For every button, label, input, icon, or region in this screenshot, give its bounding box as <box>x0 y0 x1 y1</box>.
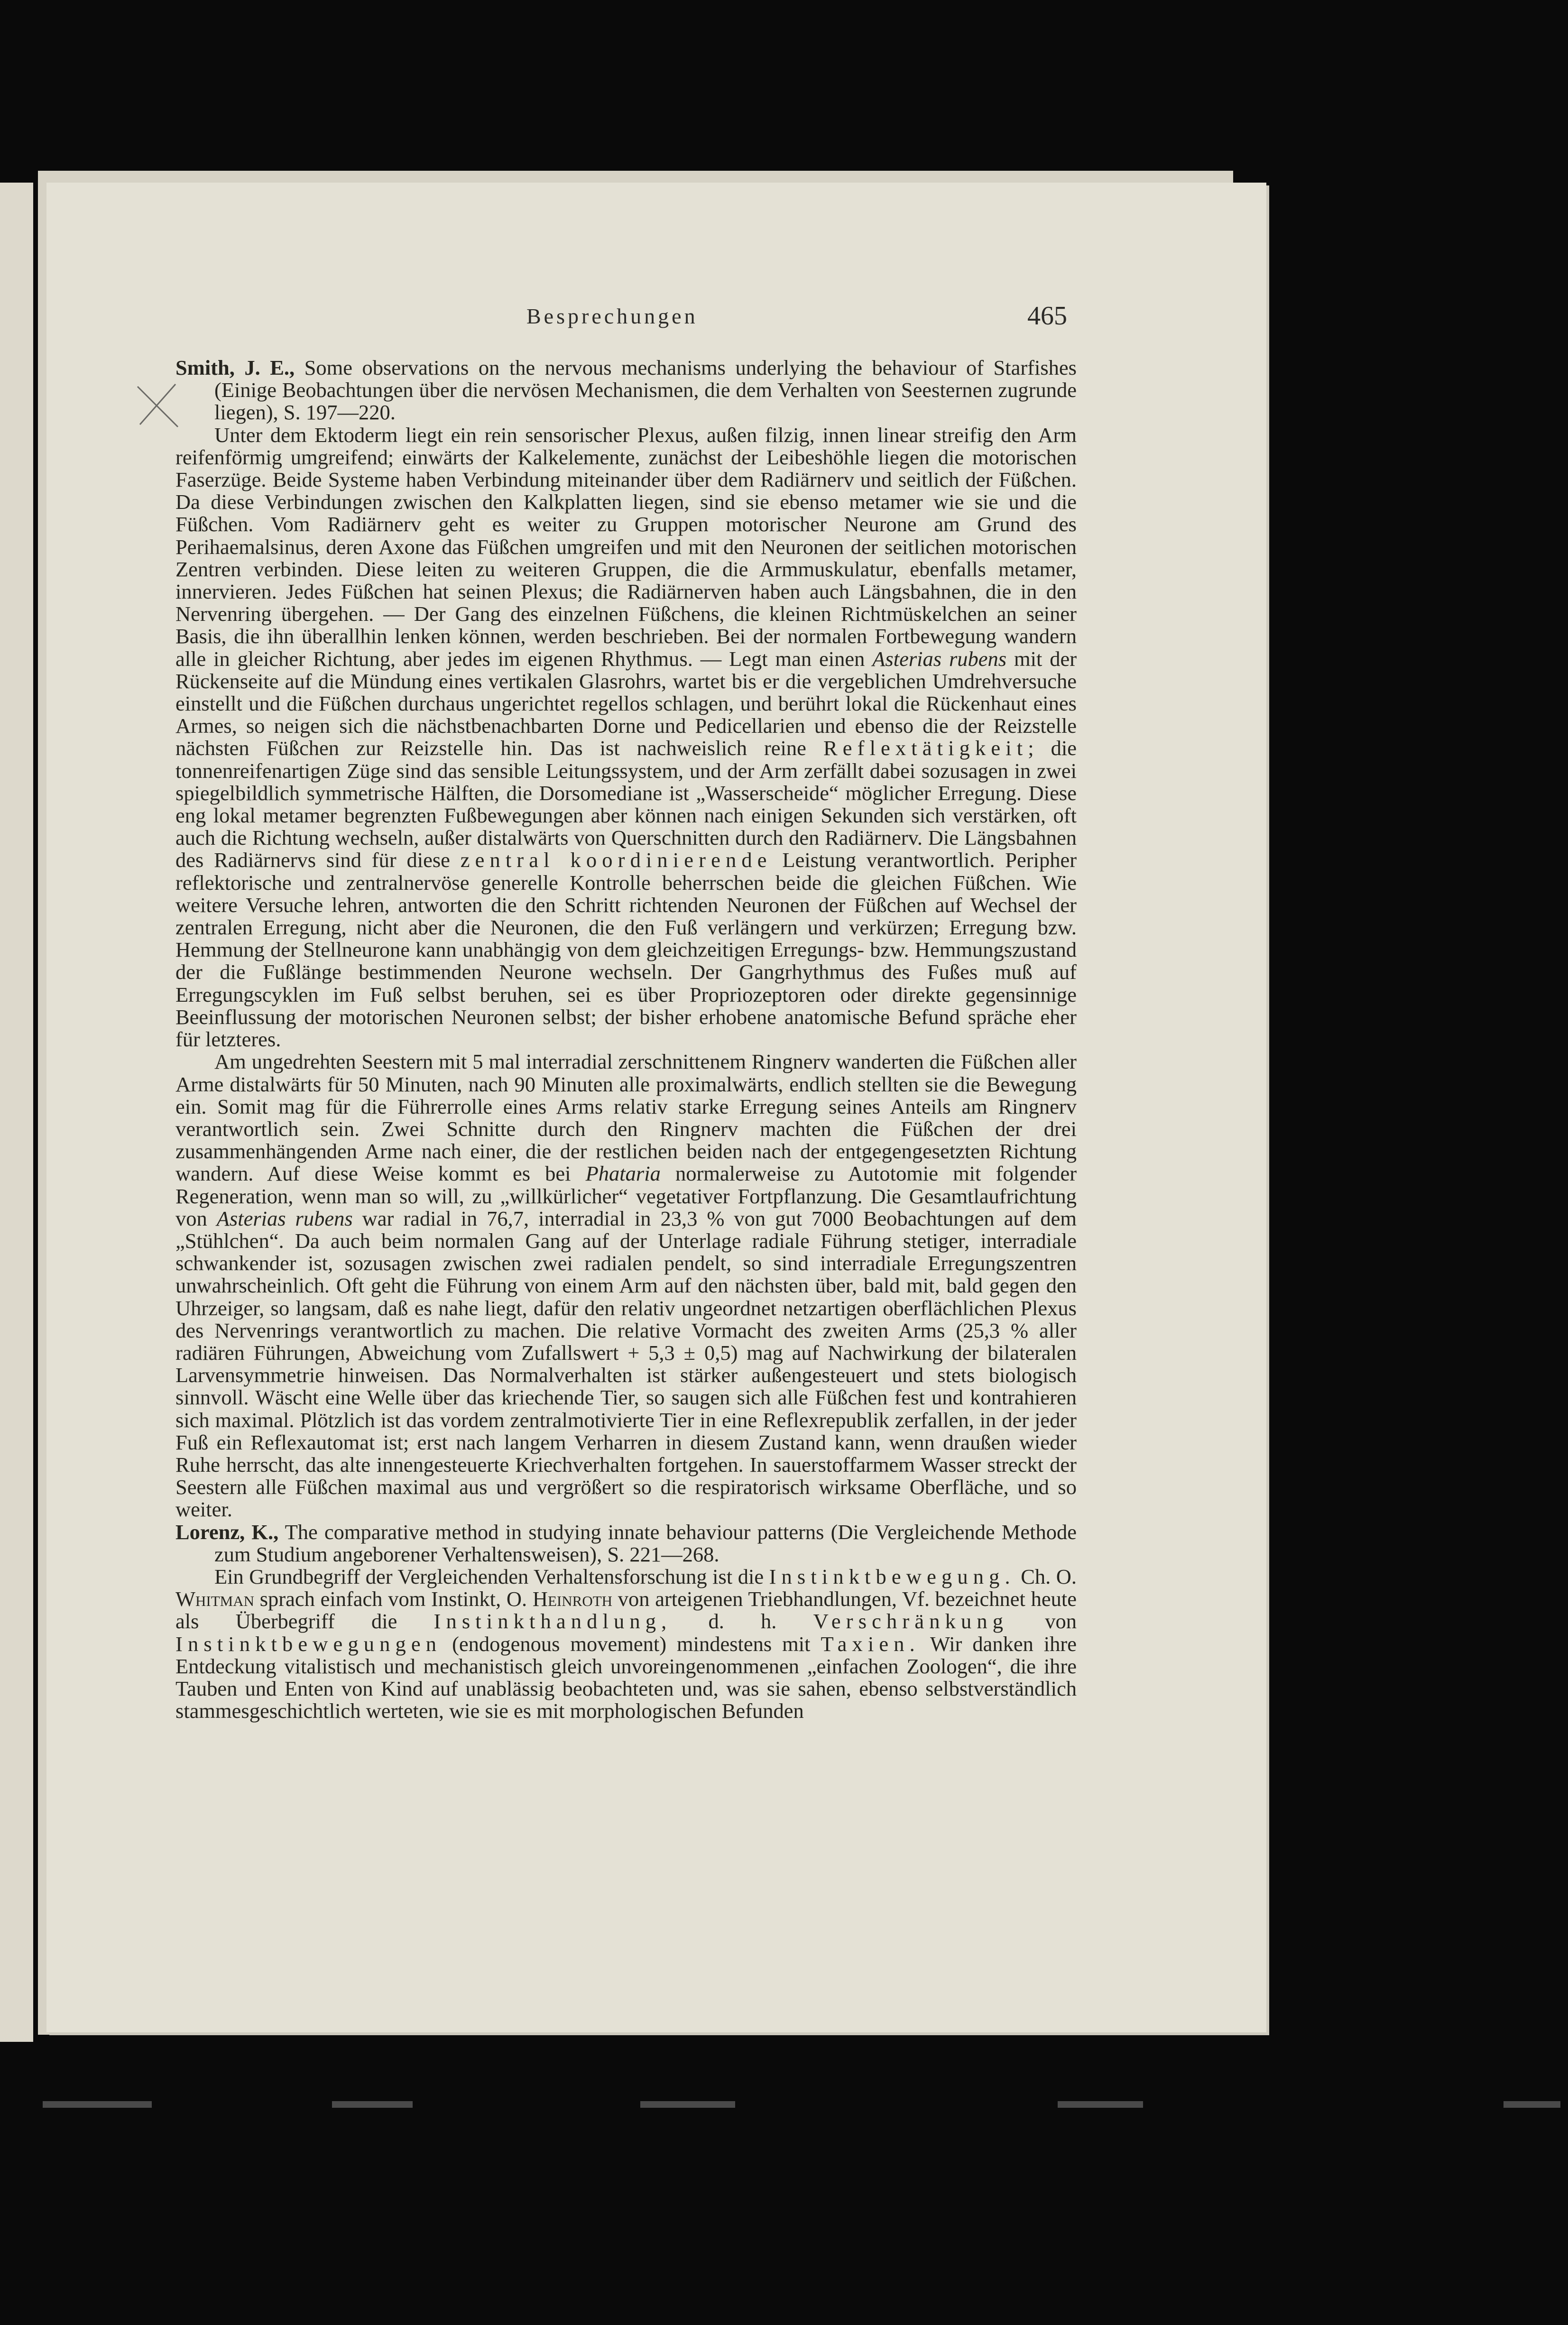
stripe <box>332 2101 413 2108</box>
facing-page-edge <box>0 183 33 2042</box>
paragraph-text: ; die tonnenreifenartigen Züge sind das sensible Leitungssystem, und der Arm zerfällt dabei sozusagen in zwei spiegelbildlich symmetrische Hälften, die Dorsomediane ist „Wasserscheide“ möglicher Erregung. Diese eng lokal metamer begrenzten Fußbewegungen aber können nach einigen Sekunden sich verstärken, oft auch die Richtung wechseln, außer distalwärts von Querschnitten durch den Radiärnerv. Die Längsbahnen des Radiärnervs sind für diese <box>175 736 1077 872</box>
paragraph-text: mit der Rückenseite auf die Mündung eines vertikalen Glasrohrs, wartet bis er die vergeblichen Umdrehversuche einstellt und die Füßchen durchaus ungerichtet regellos schlagen, und berührt lokal die Rückenhaut eines Armes, so neigen sich die nächstbenachbarten Dorne und Pedicellarien und ebenso die der Reizstelle nächsten Füßchen zur Reizstelle hin. Das ist nachweislich reine <box>175 646 1077 760</box>
review-author: Smith, J. E., <box>175 356 295 379</box>
paragraph-text: Wir danken ihre Entdeckung vitalistisch und mechanistisch gleich unvoreingenommenen „einfachen Zoologen“, die ihre Tauben und Enten von Kind auf unablässig beobachteten und, was sie sahen, ebenso selbstverständlich stammesgeschichtlich werteten, wie sie es mit morphologischen Befunden <box>175 1632 1077 1723</box>
stripe <box>43 2101 152 2108</box>
review-paragraph <box>175 424 1077 1051</box>
review-citation: Some observations on the nervous mechanisms underlying the behaviour of Starfishes (Einige Beobachtungen über die nervösen Mechanismen, die dem Verhalten von Seesternen zugrunde liegen), S. 197—220. <box>214 356 1077 424</box>
running-title: Besprechungen <box>526 304 698 328</box>
paragraph-text: sprach einfach vom Instinkt, O. <box>259 1587 527 1611</box>
review-paragraph <box>175 1566 1077 1722</box>
paragraph-text: normalerweise zu Autotomie mit folgender Regeneration, wenn man so will, zu „willkürlicher“ vegetativer Fortpflanzung. Die Gesamtlaufrichtung von <box>175 1162 1077 1230</box>
paragraph-text: (endogenous movement) mindestens mit <box>452 1632 811 1656</box>
paragraph-text: Leistung verantwortlich. Peripher reflektorische und zentralnervöse generelle Kontrolle beherrschen beide die gleichen Füßchen. Wie weitere Versuche lehren, antworten die den Schritt richtenden Neuronen der Füßchen auf Wechsel der zentralen Erregung, nicht aber die Neuronen, die den Fuß verlängern und verkürzen; Erregung bzw. Hemmung der Stellneurone kann unabhängig von dem gleichzeitigen Erregungs- bzw. Hemmungszustand der die Fußlänge bestimmenden Neurone wechseln. Der Gangrhythmus des Fußes muß auf Erregungscyklen im Fuß selbst beruhen, sei es über Propriozeptoren oder direkte gegensinnige Beeinflussung der motorischen Neuronen selbst; der bisher erhobene anatomische Befund spräche eher für letzteres. <box>175 848 1077 1052</box>
species-name: Asterias rubens <box>872 646 1007 671</box>
spaced-term: Instinktbewegung. <box>769 1564 1015 1588</box>
review-entry-smith <box>175 357 1077 424</box>
paragraph-text: von arteigenen Triebhandlungen, Vf. bezeichnet heute als Überbegriff die <box>175 1587 1077 1633</box>
paragraph-text: Am ungedrehten Seestern mit 5 mal interradial zerschnittenem Ringnerv wanderten die Füßchen aller Arme distalwärts für 50 Minuten, nach 90 Minuten alle proximalwärts, endlich stellten sie die Bewegung ein. Somit mag für die Führerrolle eines Arms relativ starke Erregung seines Anteils am Ringnerv verantwortlich sein. Zwei Schnitte durch den Ringnerv machten die Füßchen der drei zusammenhängenden Arme nach einer, die der restlichen beiden nach der entgegengesetzten Richtung wandern. Auf diese Weise kommt es bei <box>175 1050 1077 1186</box>
small-caps-name: Whitman <box>175 1587 254 1611</box>
stripe <box>640 2101 735 2108</box>
species-name: Phataria <box>585 1162 661 1186</box>
body-text <box>175 357 1077 1722</box>
small-caps-name: Heinroth <box>532 1587 613 1611</box>
review-entry-lorenz <box>175 1521 1077 1566</box>
spaced-term: zentral koordinierende <box>460 848 772 872</box>
paragraph-text: von <box>1045 1609 1077 1633</box>
review-paragraph <box>175 1051 1077 1521</box>
spaced-term: Instinktbewegungen <box>175 1632 442 1656</box>
spaced-term: Reflextätigkeit <box>823 736 1028 760</box>
stripe <box>1503 2101 1560 2108</box>
paragraph-text: Ein Grundbegriff der Vergleichenden Verhaltensforschung ist die <box>214 1564 764 1588</box>
page-number: 465 <box>1027 301 1067 331</box>
review-author: Lorenz, K., <box>175 1520 279 1544</box>
paragraph-text: Ch. O. <box>1021 1564 1077 1588</box>
species-name: Asterias rubens <box>216 1206 353 1230</box>
page-header <box>526 301 1067 337</box>
spaced-term: Taxien. <box>821 1632 920 1656</box>
paragraph-text: war radial in 76,7, interradial in 23,3 % von gut 7000 Beobachtungen auf dem „Stühlchen“. Da auch beim normalen Gang auf der Unterlage radiale Führung stetiger, interradiale schwankender ist, sozusagen zwischen zwei radialen pendelt, so sind interradiale Erregungszentren unwahrscheinlich. Oft geht die Führung von einem Arm auf den nächsten über, bald mit, bald gegen den Uhrzeiger, so langsam, daß es nahe liegt, dafür den relativ ungeordnet netzartigen oberflächlichen Plexus des Nervenrings verantwortlich zu machen. Die relative Vormacht des zweiten Arms (25,3 % aller radiären Führungen, Abweichung vom Zufallswert + 5,3 ± 0,5) mag auf Nachwirkung der bilateralen Larvensymmetrie hinweisen. Das Normalverhalten ist stärker außengesteuert und stets biologisch sinnvoll. Wäscht eine Welle über das kriechende Tier, so saugen sich alle Füßchen fest und kontrahieren sich maximal. Plötzlich ist das vordem zentralmotivierte Tier in eine Reflexrepublik zerfallen, in der jeder Fuß ein Reflexautomat ist; erst nach langem Verharren in diesem Zustand kann, wenn draußen wieder Ruhe herrscht, das alte innengesteuerte Kriechverhalten fortgehen. In sauerstoffarmem Wasser streckt der Seestern alle Füßchen maximal aus und vergrößert so die respiratorisch wirksame Oberfläche, und so weiter. <box>175 1206 1077 1522</box>
spaced-term: Verschränkung <box>813 1609 1009 1633</box>
review-citation: The comparative method in studying innate behaviour patterns (Die Vergleichende Methode zum Studium angeborener Verhaltensweisen), S. 221—268. <box>214 1520 1077 1566</box>
stripe <box>1058 2101 1143 2108</box>
scanner-edge-stripes <box>0 2101 1568 2109</box>
paragraph-text: d. h. <box>708 1609 777 1633</box>
paragraph-text: Unter dem Ektoderm liegt ein rein sensorischer Plexus, außen filzig, innen linear streifig den Arm reifenförmig umgreifend; einwärts der Kalkelemente, zunächst der Leibeshöhle liegen die motorischen Faserzüge. Beide Systeme haben Verbindung miteinander über dem Radiärnerv und seitlich der Füßchen. Da diese Verbindungen zwischen den Kalkplatten liegen, sind sie ebenso metamer wie sie und die Füßchen. Vom Radiärnerv geht es weiter zu Gruppen motorischer Neurone am Grund des Perihaemalsinus, deren Axone das Füßchen umgreifen und mit den Neuronen der seitlichen motorischen Zentren verbinden. Diese leiten zu weiteren Gruppen, die die Armmuskulatur, ebenfalls metamer, innervieren. Jedes Füßchen hat seinen Plexus; die Radiärnerven haben auch Längsbahnen, die in den Nervenring übergehen. — Der Gang des einzelnen Füßchens, die kleinen Richtmüskelchen an seiner Basis, die ihn überallhin lenken können, werden beschrieben. Bei der normalen Fortbewegung wandern alle in gleicher Richtung, aber jedes im eigenen Rhythmus. — Legt man einen <box>175 423 1077 671</box>
spaced-term: Instinkthandlung, <box>434 1609 672 1633</box>
